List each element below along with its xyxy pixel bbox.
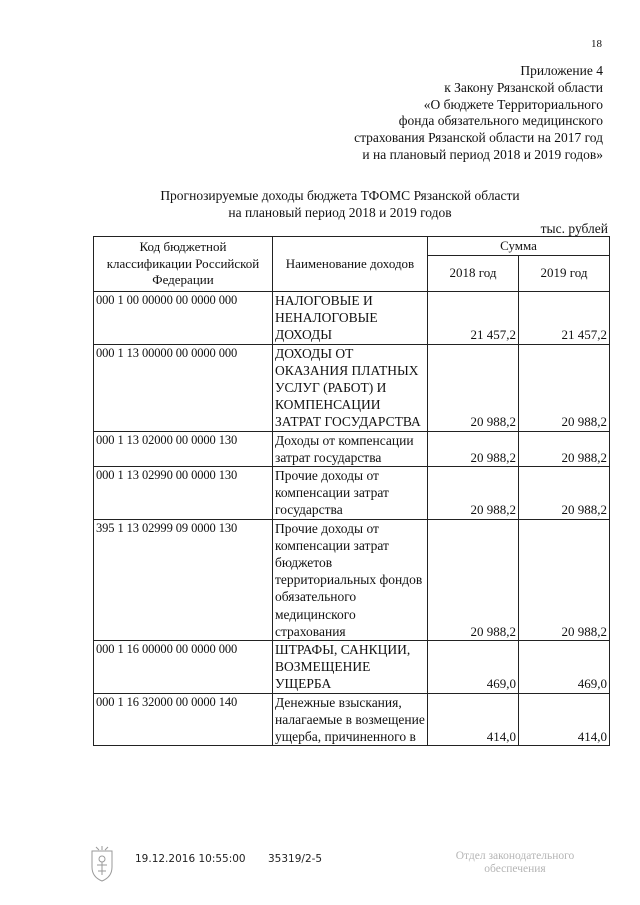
cell-code: 000 1 13 02000 00 0000 130 — [94, 431, 273, 466]
cell-2018: 20 988,2 — [428, 344, 519, 431]
table-row — [94, 519, 610, 640]
cell-name: ДОХОДЫ ОТ ОКАЗАНИЯ ПЛАТНЫХ УСЛУГ (РАБОТ) И КОМПЕНСАЦИИ ЗАТРАТ ГОСУДАРСТВА — [273, 344, 428, 431]
table-row — [94, 292, 610, 345]
cell-code: 000 1 13 02990 00 0000 130 — [94, 467, 273, 520]
cell-2019: 21 457,2 — [519, 292, 610, 345]
header-sum: Сумма — [428, 237, 610, 256]
table-row — [94, 693, 610, 746]
department-stamp — [435, 850, 595, 876]
table-row — [94, 641, 610, 694]
appendix-line: «О бюджете Территориального — [423, 96, 603, 112]
stamp-line-2: обеспечения — [484, 863, 546, 875]
cell-2018: 20 988,2 — [428, 519, 519, 640]
appendix-line: страхования Рязанской области на 2017 год — [354, 130, 603, 146]
footer-doc-id: 35319/2-5 — [268, 853, 323, 865]
cell-2018: 20 988,2 — [428, 467, 519, 520]
appendix-line: фонда обязательного медицинского — [398, 113, 603, 129]
cell-2019: 20 988,2 — [519, 344, 610, 431]
footer-date: 19.12.2016 10:55:00 — [135, 853, 246, 865]
cell-name: ШТРАФЫ, САНКЦИИ, ВОЗМЕЩЕНИЕ УЩЕРБА — [273, 641, 428, 694]
cell-code: 000 1 00 00000 00 0000 000 — [94, 292, 273, 345]
title-line-1: Прогнозируемые доходы бюджета ТФОМС Рязанской области — [160, 188, 520, 203]
cell-2018: 21 457,2 — [428, 292, 519, 345]
page-number: 18 — [591, 38, 602, 50]
cell-name: Денежные взыскания, налагаемые в возмещение ущерба, причиненного в — [273, 693, 428, 746]
table-row — [94, 431, 610, 466]
units-label: тыс. рублей — [540, 221, 608, 236]
cell-code: 000 1 16 32000 00 0000 140 — [94, 693, 273, 746]
cell-code: 000 1 16 00000 00 0000 000 — [94, 641, 273, 694]
cell-name: НАЛОГОВЫЕ И НЕНАЛОГОВЫЕ ДОХОДЫ — [273, 292, 428, 345]
cell-2019: 414,0 — [519, 693, 610, 746]
cell-2019: 20 988,2 — [519, 519, 610, 640]
appendix-line: Приложение 4 — [520, 63, 603, 78]
appendix-line: и на плановый период 2018 и 2019 годов» — [362, 146, 603, 162]
stamp-line-1: Отдел законодательного — [455, 850, 575, 862]
header-name: Наименование доходов — [273, 237, 428, 292]
cell-code: 000 1 13 00000 00 0000 000 — [94, 344, 273, 431]
appendix-block — [354, 63, 603, 164]
table-row — [94, 344, 610, 431]
appendix-line: к Закону Рязанской области — [444, 79, 603, 95]
cell-name: Доходы от компенсации затрат государства — [273, 431, 428, 466]
document-title — [90, 187, 590, 221]
cell-2019: 469,0 — [519, 641, 610, 694]
cell-code: 395 1 13 02999 09 0000 130 — [94, 519, 273, 640]
header-code: Код бюджетной классификации Российской Федерации — [94, 237, 273, 292]
coat-of-arms-icon — [88, 845, 116, 883]
title-line-2: на плановый период 2018 и 2019 годов — [228, 205, 452, 220]
table-row — [94, 467, 610, 520]
cell-2018: 469,0 — [428, 641, 519, 694]
income-table — [93, 236, 610, 746]
header-2019: 2019 год — [519, 256, 610, 292]
header-2018: 2018 год — [428, 256, 519, 292]
cell-name: Прочие доходы от компенсации затрат бюджетов территориальных фондов обязательного медицинского страхования — [273, 519, 428, 640]
cell-2018: 20 988,2 — [428, 431, 519, 466]
cell-2019: 20 988,2 — [519, 431, 610, 466]
cell-2019: 20 988,2 — [519, 467, 610, 520]
cell-name: Прочие доходы от компенсации затрат государства — [273, 467, 428, 520]
cell-2018: 414,0 — [428, 693, 519, 746]
